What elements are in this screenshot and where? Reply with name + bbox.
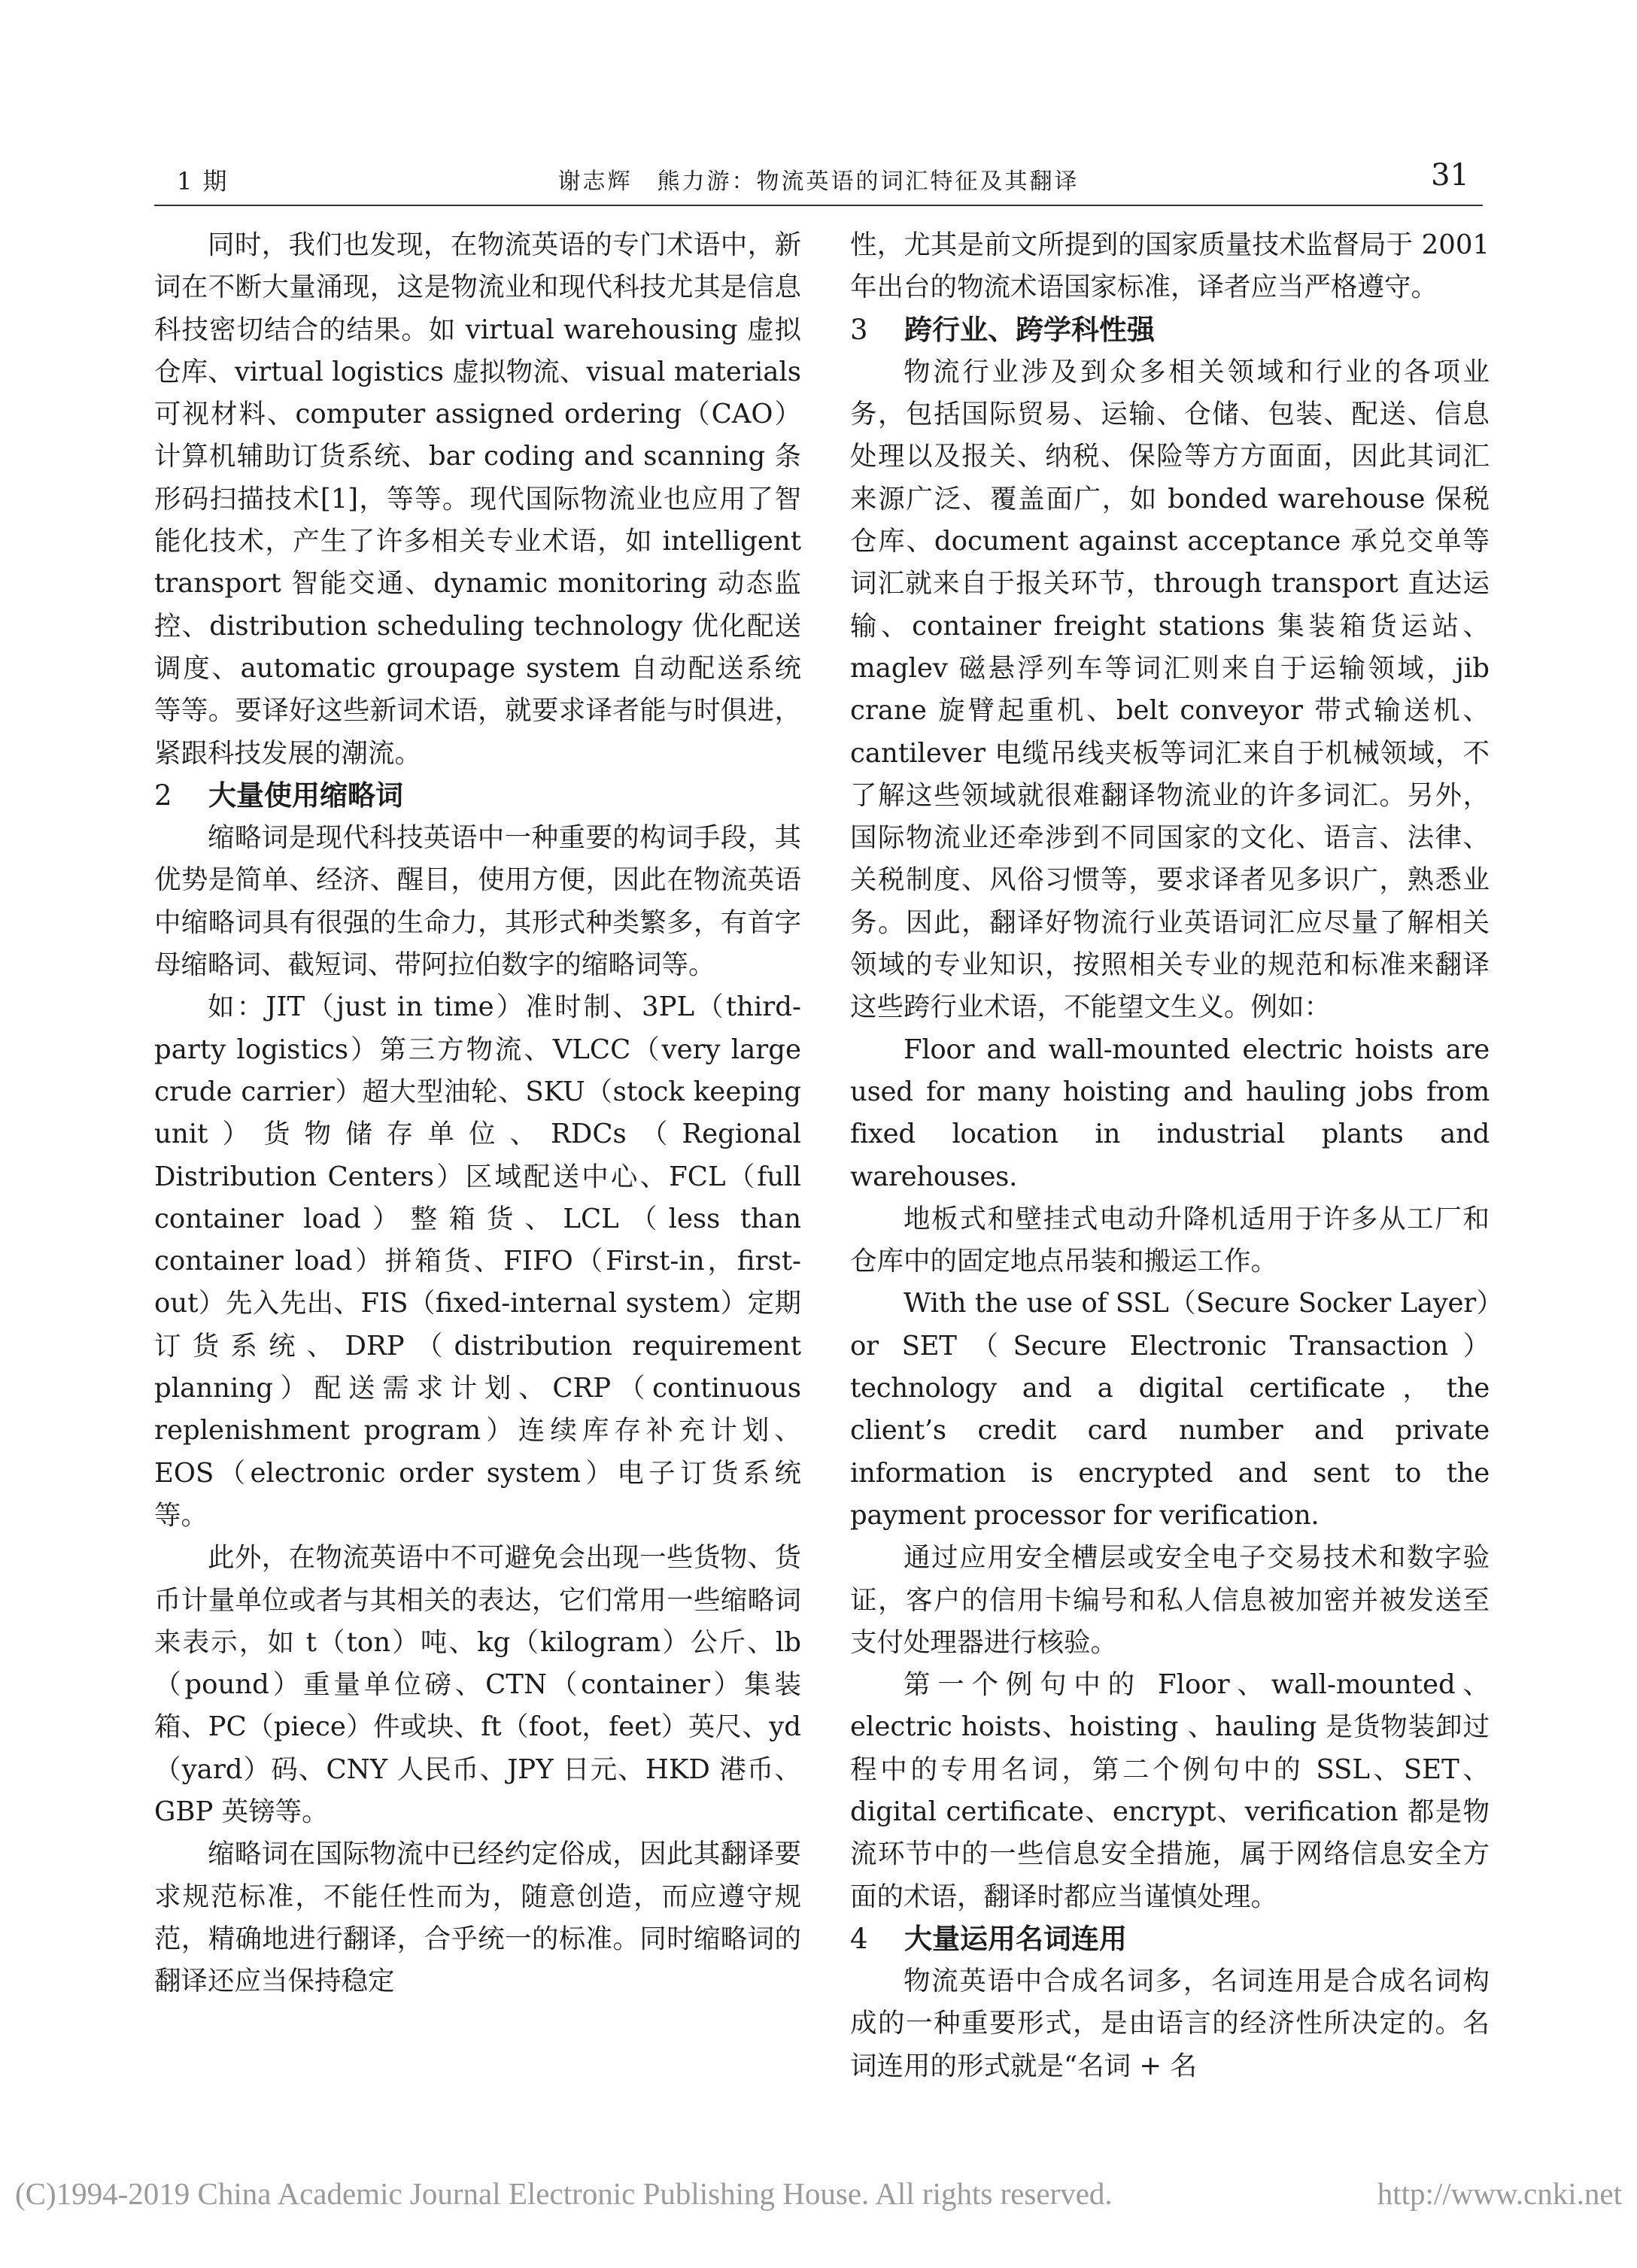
section-number: 3 <box>850 313 868 346</box>
footer-watermark <box>15 2175 1622 2221</box>
paragraph: 缩略词在国际物流中已经约定俗成，因此其翻译要求规范标准，不能任性而为，随意创造，而应遵守规范，精确地进行翻译，合乎统一的标准。同时缩略词的翻译还应当保持稳定 <box>154 1838 801 1997</box>
footer-url[interactable]: http://www.cnki.net <box>1377 2176 1622 2211</box>
section-number: 4 <box>850 1922 868 1955</box>
paragraph: 此外，在物流英语中不可避免会出现一些货物、货币计量单位或者与其相关的表达，它们常用一些缩略词来表示，如 t（ton）吨、kg（kilogram）公斤、lb（pound）重量单位磅、CTN（container）集装箱、PC（piece）件或块、ft（foot，feet）英尺、yd（yard）码、CNY 人民币、JPY 日元、HKD 港币、GBP 英镑等。 <box>154 1542 801 1827</box>
section-title: 大量运用名词连用 <box>904 1922 1127 1955</box>
running-title: 谢志辉 熊力游：物流英语的词汇特征及其翻译 <box>557 169 1080 195</box>
paragraph: 物流行业涉及到众多相关领域和行业的各项业务，包括国际贸易、运输、仓储、包装、配送、信息处理以及报关、纳税、保险等方方面面，因此其词汇来源广泛、覆盖面广，如 bonded warehouse 保税仓库、document against acceptance 承兑交单等词汇就来自于报关环节，through transport 直达运输、container freight stations 集装箱货运站、maglev 磁悬浮列车等词汇则来自于运输领域，jib crane 旋臂起重机、belt conveyor 带式输送机、cantilever 电缆吊线夹板等词汇来自于机械领域，不了解这些领域就很难翻译物流业的许多词汇。另外，国际物流业还牵涉到不同国家的文化、语言、法律、关税制度、风俗习惯等，要求译者见多识广，熟悉业务。因此，翻译好物流行业英语词汇应尽量了解相关领域的专业知识，按照相关专业的规范和标准来翻译这些跨行业术语，不能望文生义。例如： <box>850 356 1490 1023</box>
page-header <box>154 158 1483 203</box>
left-column <box>154 224 801 2002</box>
section-title: 大量使用缩略词 <box>208 779 403 812</box>
example-sentence-english: With the use of SSL（Secure Socker Layer）or SET（Secure Electronic Transaction）technology and a digital certificate，the client’s credit card number and private information is encrypted and sent to the payment processor for verification. <box>850 1288 1490 1531</box>
paragraph: 如：JIT（just in time）准时制、3PL（third-party logistics）第三方物流、VLCC（very large crude carrier）超大型油轮、SKU（stock keeping unit）货物储存单位、RDCs（Regional Distribution Centers）区域配送中心、FCL（full container load）整箱货、LCL（less than container load）拼箱货、FIFO（First-in，first-out）先入先出、FIS（fixed-internal system）定期订货系统、DRP（distribution requirement planning）配送需求计划、CRP（continuous replenishment program）连续库存补充计划、EOS（electronic order system）电子订货系统等。 <box>154 991 801 1531</box>
paragraph: 第一个例句中的 Floor、wall-mounted、electric hoists、hoisting 、hauling 是货物装卸过程中的专用名词，第二个例句中的 SSL、SET、digital certificate、encrypt、verification 都是物流环节中的一些信息安全措施，属于网络信息安全方面的术语，翻译时都应当谨慎处理。 <box>850 1669 1490 1912</box>
issue-label: 1 期 <box>177 167 229 196</box>
section-title: 跨行业、跨学科性强 <box>904 313 1155 346</box>
section-heading <box>850 1918 1490 1960</box>
right-column <box>850 224 1490 2087</box>
section-number: 2 <box>154 779 172 812</box>
paragraph: 同时，我们也发现，在物流英语的专门术语中，新词在不断大量涌现，这是物流业和现代科技尤其是信息科技密切结合的结果。如 virtual warehousing 虚拟仓库、virtual logistics 虚拟物流、visual materials 可视材料、computer assigned ordering（CAO）计算机辅助订货系统、bar coding and scanning 条形码扫描技术[1]，等等。现代国际物流业也应用了智能化技术，产生了许多相关专业术语，如 intelligent transport 智能交通、dynamic monitoring 动态监控、distribution scheduling technology 优化配送调度、automatic groupage system 自动配送系统等等。要译好这些新词术语，就要求译者能与时俱进，紧跟科技发展的潮流。 <box>154 229 801 769</box>
section-heading <box>154 775 801 817</box>
header-rule <box>154 205 1483 206</box>
paragraph: 物流英语中合成名词多，名词连用是合成名词构成的一种重要形式，是由语言的经济性所决定的。名词连用的形式就是“名词 + 名 <box>850 1966 1490 2081</box>
example-sentence-english: Floor and wall-mounted electric hoists are used for many hoisting and hauling jobs from fixed location in industrial plants and warehouses. <box>850 1034 1490 1192</box>
paragraph: 性，尤其是前文所提到的国家质量技术监督局于 2001 年出台的物流术语国家标准，译者应当严格遵守。 <box>850 229 1490 303</box>
copyright-notice: (C)1994-2019 China Academic Journal Electronic Publishing House. All rights reserved. <box>15 2176 1113 2211</box>
page-number: 31 <box>1431 158 1469 193</box>
example-translation: 地板式和壁挂式电动升降机适用于许多从工厂和仓库中的固定地点吊装和搬运工作。 <box>850 1203 1490 1277</box>
paragraph: 缩略词是现代科技英语中一种重要的构词手段，其优势是简单、经济、醒目，使用方便，因此在物流英语中缩略词具有很强的生命力，其形式种类繁多，有首字母缩略词、截短词、带阿拉伯数字的缩略词等。 <box>154 822 801 981</box>
section-heading <box>850 309 1490 351</box>
example-translation: 通过应用安全槽层或安全电子交易技术和数字验证，客户的信用卡编号和私人信息被加密并被发送至支付处理器进行核验。 <box>850 1542 1490 1658</box>
